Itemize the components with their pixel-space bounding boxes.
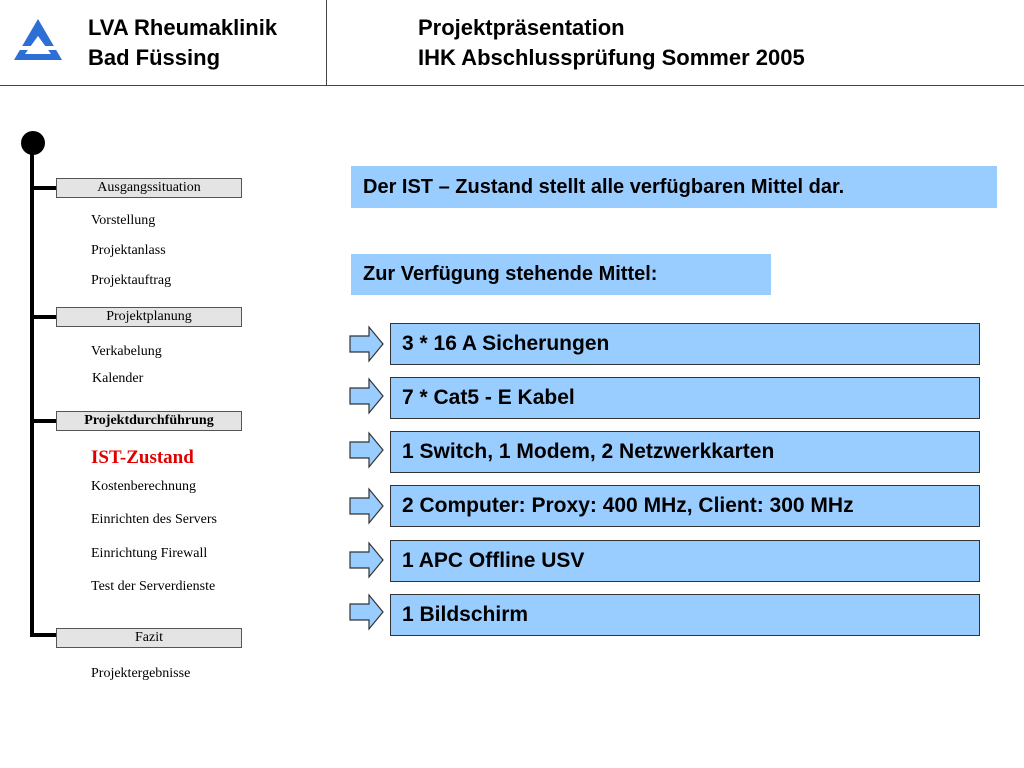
section-projektdurchfuehrung[interactable]: Projektdurchführung (56, 411, 242, 431)
section-fazit[interactable]: Fazit (56, 628, 242, 648)
title-line-1: Projektpräsentation (418, 15, 625, 40)
resource-item: 2 Computer: Proxy: 400 MHz, Client: 300 MHz (390, 485, 980, 527)
agenda-item[interactable]: Projektergebnisse (91, 666, 191, 681)
agenda-item[interactable]: Einrichten des Servers (91, 512, 217, 527)
subheading-banner: Zur Verfügung stehende Mittel: (351, 254, 771, 295)
agenda-item-current[interactable]: IST-Zustand (91, 447, 194, 468)
right-arrow-icon (349, 431, 385, 469)
organization-line-2: Bad Füssing (88, 45, 221, 70)
timeline-connector (30, 419, 56, 423)
agenda-item[interactable]: Kostenberechnung (91, 479, 196, 494)
agenda-item[interactable]: Test der Serverdienste (91, 579, 216, 594)
resource-item: 3 * 16 A Sicherungen (390, 323, 980, 365)
right-arrow-icon (349, 487, 385, 525)
resource-item: 1 Switch, 1 Modem, 2 Netzwerkkarten (390, 431, 980, 473)
header-rule (0, 85, 1024, 86)
timeline-connector (30, 186, 56, 190)
slide-header (0, 0, 1024, 86)
agenda-item[interactable]: Einrichtung Firewall (91, 546, 208, 561)
timeline-start-dot (21, 131, 45, 155)
right-arrow-icon (349, 325, 385, 363)
intro-banner: Der IST – Zustand stellt alle verfügbaren Mittel dar. (351, 166, 997, 208)
agenda-item[interactable]: Projektauftrag (91, 273, 172, 288)
timeline-connector (30, 633, 56, 637)
agenda-item[interactable]: Verkabelung (91, 344, 162, 359)
right-arrow-icon (349, 377, 385, 415)
organization-name (88, 13, 277, 73)
resource-item: 1 Bildschirm (390, 594, 980, 636)
agenda-item[interactable]: Vorstellung (91, 213, 156, 228)
right-arrow-icon (349, 593, 385, 631)
resource-item: 7 * Cat5 - E Kabel (390, 377, 980, 419)
timeline-line (30, 140, 34, 637)
agenda-item[interactable]: Projektanlass (91, 243, 166, 258)
presentation-title (418, 13, 805, 73)
resource-item: 1 APC Offline USV (390, 540, 980, 582)
title-line-2: IHK Abschlussprüfung Sommer 2005 (418, 45, 805, 70)
organization-line-1: LVA Rheumaklinik (88, 15, 278, 40)
timeline-connector (30, 315, 56, 319)
right-arrow-icon (349, 541, 385, 579)
section-ausgangssituation[interactable]: Ausgangssituation (56, 178, 242, 198)
triangle-logo-icon (12, 16, 64, 64)
header-divider (326, 0, 327, 86)
section-projektplanung[interactable]: Projektplanung (56, 307, 242, 327)
agenda-item[interactable]: Kalender (92, 371, 144, 386)
